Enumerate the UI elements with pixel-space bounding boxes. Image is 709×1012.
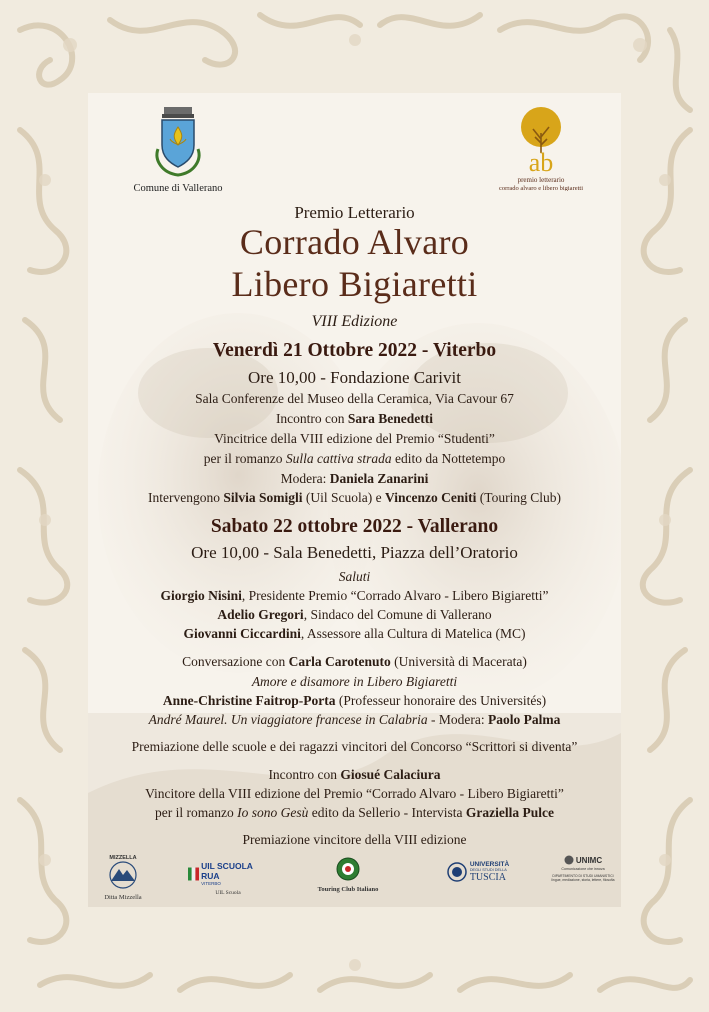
day2-conv-title: Amore e disamore in Libero Bigiaretti (251, 674, 458, 689)
mizzella-mountain-icon (103, 861, 143, 889)
ab-caption-1: premio letterario (517, 176, 565, 184)
day2-novel-2: per il romanzo Io sono Gesù edito da Sellerio - Intervista Graziella Pulce (155, 805, 554, 820)
day1-novel: per il romanzo Sulla cattiva strada edito da Nottetempo (203, 451, 506, 466)
day1-speakers: Intervengono Silvia Somigli (Uil Scuola) e Vincenzo Ceniti (Touring Club) (148, 490, 561, 505)
title-line-1: Corrado Alvaro (239, 222, 470, 262)
day2-final: Premiazione vincitore della VIII edizione (242, 832, 467, 847)
day1-venue: Sala Conferenze del Museo della Ceramica, Via Cavour 67 (195, 391, 514, 406)
day1-moderator: Modera: Daniela Zanarini (280, 471, 429, 486)
day1-heading: Venerdì 21 Ottobre 2022 - Viterbo (212, 340, 497, 361)
day2-winner-2: Vincitore della VIII edizione del Premio “Corrado Alvaro - Libero Bigiaretti” (145, 786, 564, 801)
day2-schools: Premiazione delle scuole e dei ragazzi vincitori del Concorso “Scrittori si diventa” (131, 739, 578, 754)
day2-greet-2: Adelio Gregori, Sindaco del Comune di Vallerano (217, 607, 492, 622)
sponsor-unimc: UNIMC Comunicazione che innova DIPARTIMENTO DI STUDI UMANISTICI lingue, mediazione, storia, lettere, filosofia (551, 855, 615, 882)
day2-greet-3: Giovanni Ciccardini, Assessore alla Cultura di Matelica (MC) (183, 626, 526, 641)
pre-title: Premio Letterario (294, 203, 415, 222)
day2-meet-2: Incontro con Giosué Calaciura (268, 767, 441, 782)
edition: VIII Edizione (311, 313, 398, 330)
ab-award-logo (496, 103, 586, 191)
touring-club-icon (336, 857, 360, 881)
day2-heading: Sabato 22 ottobre 2022 - Vallerano (210, 516, 499, 537)
day2-andre: André Maurel. Un viaggiatore francese in Calabria - Modera: Paolo Palma (148, 712, 561, 727)
sponsor-tuscia: UNIVERSITÀ DEGLI STUDI DELLA TUSCIA (433, 861, 523, 883)
tuscia-seal-icon (447, 861, 467, 883)
day1-time-place: Ore 10,00 - Fondazione Carivit (248, 368, 461, 387)
comune-crest-icon (148, 105, 208, 181)
day1-meet: Incontro con Sara Benedetti (275, 411, 434, 426)
unimc-circle-icon (564, 855, 574, 865)
day2-anne: Anne-Christine Faitrop-Porta (Professeur honoraire des Universités) (162, 693, 547, 708)
poster-content (88, 93, 621, 907)
day1-meet-name: Sara Benedetti (347, 411, 434, 426)
sponsor-touring: Touring Club Italiano (308, 857, 388, 893)
day2-greet-1: Giorgio Nisini, Presidente Premio “Corrado Alvaro - Libero Bigiaretti” (160, 588, 549, 603)
day2-conversation: Conversazione con Carla Carotenuto (Università di Macerata) (182, 654, 527, 669)
ab-caption-2: corrado alvaro e libero bigiaretti (498, 185, 584, 191)
sponsor-mizzella: MIZZELLA Ditta Mizzella (104, 855, 142, 901)
ab-mark: ab (528, 148, 554, 177)
comune-label: Comune di Vallerano (133, 183, 223, 194)
uil-flag-icon (188, 867, 199, 881)
day2-greetings: Saluti (338, 569, 371, 584)
sponsor-uil: UIL SCUOLA RUA VITERBO UIL Scuola (188, 861, 268, 896)
day1-winner: Vincitrice della VIII edizione del Premio “Studenti” (214, 431, 495, 446)
day2-time-place: Ore 10,00 - Sala Benedetti, Piazza dell’Oratorio (191, 543, 518, 562)
title-line-2: Libero Bigiaretti (231, 264, 478, 304)
